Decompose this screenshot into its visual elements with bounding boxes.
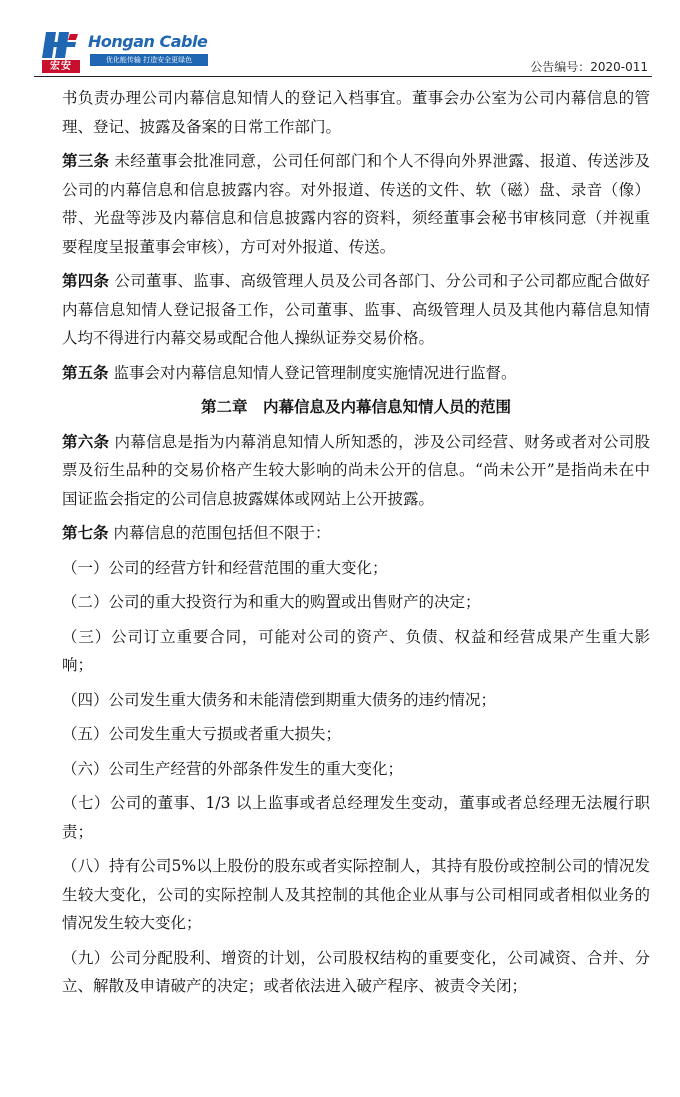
- list-item: （八）持有公司5%以上股份的股东或者实际控制人，其持有股份或控制公司的情况发生较大变化，公司的实际控制人及其控制的其他企业从事与公司相同或者相似业务的情况发生较大变化；: [62, 857, 650, 932]
- list-item: （二）公司的重大投资行为和重大的购置或出售财产的决定；: [62, 593, 481, 611]
- list-item: （六）公司生产经营的外部条件发生的重大变化；: [62, 759, 404, 778]
- article-text: 监事会对内幕信息知情人登记管理制度实施情况进行监督。: [113, 363, 517, 382]
- list-item: （七）公司的董事、1/3 以上监事或者总经理发生变动，董事或者总经理无法履行职责；: [62, 794, 650, 841]
- list-item: （一）公司的经营方针和经营范围的重大变化；: [62, 558, 388, 577]
- article-number: 第六条: [62, 432, 110, 451]
- header-divider: [34, 76, 652, 77]
- article-text: 未经董事会批准同意，公司任何部门和个人不得向外界泄露、报道、传送涉及公司的内幕信息和信息披露内容。对外报道、传送的文件、软（磁）盘、录音（像）带、光盘等涉及内幕信息和信息披露内容的资料，须经董事会秘书审核同意（并视重要程度呈报董事会审核），方可对外报道、传送。: [62, 152, 650, 256]
- article-text: 公司董事、监事、高级管理人员及公司各部门、分公司和子公司都应配合做好内幕信息知情人登记报备工作，公司董事、监事、高级管理人员及其他内幕信息知情人均不得进行内幕交易或配合他人操纵证券交易价格。: [62, 272, 650, 347]
- list-item: （九）公司分配股利、增资的计划，公司股权结构的重要变化，公司减资、合并、分立、解散及申请破产的决定；或者依法进入破产程序、被责令关闭；: [62, 948, 650, 995]
- article-number: 第四条: [62, 272, 110, 290]
- logo-tagline: 优化能传输 打造安全更绿色: [90, 54, 208, 66]
- logo-cn-text: 宏安: [42, 60, 80, 73]
- logo-en-text: Hongan Cable: [88, 32, 208, 51]
- logo-mark-icon: [40, 30, 80, 60]
- article-3: [62, 147, 650, 261]
- paragraph-continuation: [62, 84, 650, 141]
- article-number: 第七条: [62, 524, 109, 542]
- list-item: （四）公司发生重大债务和未能清偿到期重大债务的违约情况；: [62, 690, 497, 709]
- document-body: [62, 84, 650, 1007]
- article-text: 内幕信息的范围包括但不限于：: [113, 524, 331, 542]
- article-6: [62, 428, 650, 514]
- list-item: （三）公司订立重要合同，可能对公司的资产、负债、权益和经营成果产生重大影响；: [62, 627, 650, 674]
- page-header: [0, 0, 680, 82]
- article-5: [62, 359, 650, 388]
- article-4: [62, 267, 650, 353]
- notice-number: 公告编号：2020-011: [530, 60, 648, 74]
- paragraph-text: 书负责办理公司内幕信息知情人的登记入档事宜。董事会办公室为公司内幕信息的管理、登记、披露及备案的日常工作部门。: [62, 89, 650, 136]
- article-number: 第五条: [62, 363, 109, 382]
- article-text: 内幕信息是指为内幕消息知情人所知悉的，涉及公司经营、财务或者对公司股票及衍生品种的交易价格产生较大影响的尚未公开的信息。“尚未公开”是指尚未在中国证监会指定的公司信息披露媒体或网站上公开披露。: [62, 432, 650, 508]
- article-7: [62, 519, 650, 548]
- company-logo: [40, 30, 210, 74]
- article-number: 第三条: [62, 152, 110, 170]
- chapter-title: 第二章 内幕信息及内幕信息知情人员的范围: [200, 398, 511, 416]
- list-item: （五）公司发生重大亏损或者重大损失；: [62, 725, 342, 743]
